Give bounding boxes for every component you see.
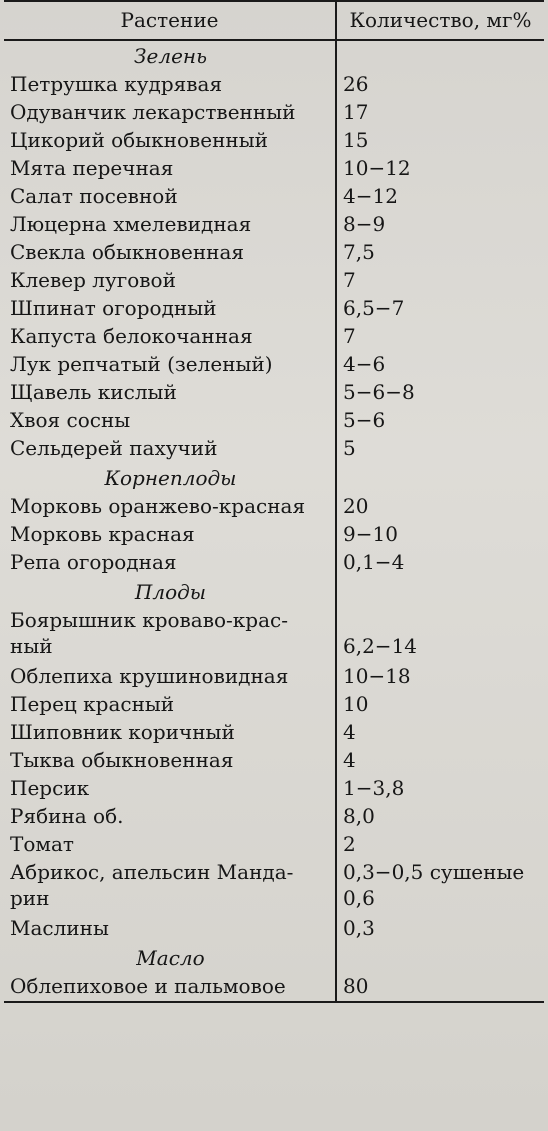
amount-value: 7: [343, 268, 356, 292]
plant-name: Хвоя сосны: [4, 407, 336, 435]
table-row: [4, 267, 544, 295]
table-row: [4, 155, 544, 183]
plant-name: Морковь оранжево-красная: [4, 493, 336, 521]
plant-name: Лук репчатый (зеленый): [4, 351, 336, 379]
amount-value: 5−6−8: [343, 380, 415, 404]
plant-name: Люцерна хмелевидная: [4, 211, 336, 239]
plant-name: Тыква обыкновенная: [4, 747, 336, 775]
section-spacer: [336, 943, 544, 973]
plant-name: Шиповник коричный: [4, 719, 336, 747]
plant-name: Боярышник кроваво-крас- ный: [4, 607, 336, 663]
amount-value: 10−18: [343, 664, 411, 688]
plant-name: Репа огородная: [4, 549, 336, 577]
plant-name: Шпинат огородный: [4, 295, 336, 323]
table-row: [4, 295, 544, 323]
table-row: [4, 71, 544, 99]
table-row: [4, 493, 544, 521]
amount-value: 4: [343, 720, 356, 744]
amount-value: 10−12: [343, 156, 411, 180]
amount-value: 4: [343, 748, 356, 772]
plant-name: Сельдерей пахучий: [4, 435, 336, 463]
amount-value: 7: [343, 324, 356, 348]
section-spacer: [336, 40, 544, 71]
table-row: [4, 211, 544, 239]
amount-value: 4−12: [343, 184, 398, 208]
plant-name: Цикорий обыкновенный: [4, 127, 336, 155]
section-title: Масло: [4, 943, 336, 973]
table-row: [4, 719, 544, 747]
section-spacer: [336, 463, 544, 493]
table-row: [4, 915, 544, 943]
plant-name: Облепиховое и пальмовое: [4, 973, 336, 1002]
plant-name: Морковь красная: [4, 521, 336, 549]
amount-value: 1−3,8: [343, 776, 405, 800]
amount-value: 8−9: [343, 212, 386, 236]
table-row: [4, 803, 544, 831]
amount-value: 10: [343, 692, 369, 716]
section-spacer: [336, 577, 544, 607]
section-title: Зелень: [4, 40, 336, 71]
section-title: Плоды: [4, 577, 336, 607]
table-row: [4, 747, 544, 775]
table-row: [4, 831, 544, 859]
table-row: [4, 379, 544, 407]
table-row: [4, 607, 544, 663]
plant-name: Рябина об.: [4, 803, 336, 831]
plant-name: Персик: [4, 775, 336, 803]
amount-value: 17: [343, 100, 369, 124]
amount-value: 5−6: [343, 408, 386, 432]
plant-name: Томат: [4, 831, 336, 859]
amount-value: 0,3−0,5 сушеные 0,6: [343, 860, 525, 910]
table-row: [4, 521, 544, 549]
plant-name: Перец красный: [4, 691, 336, 719]
table-row: [4, 183, 544, 211]
section-title: Корнеплоды: [4, 463, 336, 493]
header-amount: Количество, мг%: [336, 1, 544, 40]
section-row: [4, 463, 544, 493]
plant-name: Одуванчик лекарственный: [4, 99, 336, 127]
amount-value: 4−6: [343, 352, 386, 376]
plant-name: Клевер луговой: [4, 267, 336, 295]
plant-name: Абрикос, апельсин Манда- рин: [4, 859, 336, 915]
header-plant: Растение: [4, 1, 336, 40]
table-row: [4, 127, 544, 155]
table-row: [4, 775, 544, 803]
table-row: [4, 351, 544, 379]
amount-value: 2: [343, 832, 356, 856]
table-row: [4, 323, 544, 351]
table-row: [4, 663, 544, 691]
plant-name: Облепиха крушиновидная: [4, 663, 336, 691]
table-row: [4, 549, 544, 577]
plant-name: Петрушка кудрявая: [4, 71, 336, 99]
amount-value: 6,5−7: [343, 296, 405, 320]
plant-name: Капуста белокочанная: [4, 323, 336, 351]
amount-value: 15: [343, 128, 369, 152]
plant-name: Салат посевной: [4, 183, 336, 211]
table-row: [4, 239, 544, 267]
amount-value: 9−10: [343, 522, 398, 546]
amount-value: 20: [343, 494, 369, 518]
table-row: [4, 435, 544, 463]
table-row: [4, 973, 544, 1002]
table-row: [4, 407, 544, 435]
plant-name: Мята перечная: [4, 155, 336, 183]
vitamin-content-table: [4, 0, 544, 1003]
table-header-row: [4, 1, 544, 40]
amount-value: 6,2−14: [343, 634, 418, 658]
amount-value: 7,5: [343, 240, 375, 264]
section-row: [4, 40, 544, 71]
table-row: [4, 99, 544, 127]
section-row: [4, 943, 544, 973]
amount-value: 0,3: [343, 916, 375, 940]
amount-value: 80: [336, 973, 544, 1002]
plant-name: Свекла обыкновенная: [4, 239, 336, 267]
amount-value: 26: [343, 72, 369, 96]
section-row: [4, 577, 544, 607]
table-row: [4, 859, 544, 915]
amount-value: 0,1−4: [343, 550, 405, 574]
plant-name: Маслины: [4, 915, 336, 943]
table-row: [4, 691, 544, 719]
plant-name: Щавель кислый: [4, 379, 336, 407]
table-body: [4, 40, 544, 1002]
amount-value: 8,0: [343, 804, 375, 828]
amount-value: 5: [343, 436, 356, 460]
